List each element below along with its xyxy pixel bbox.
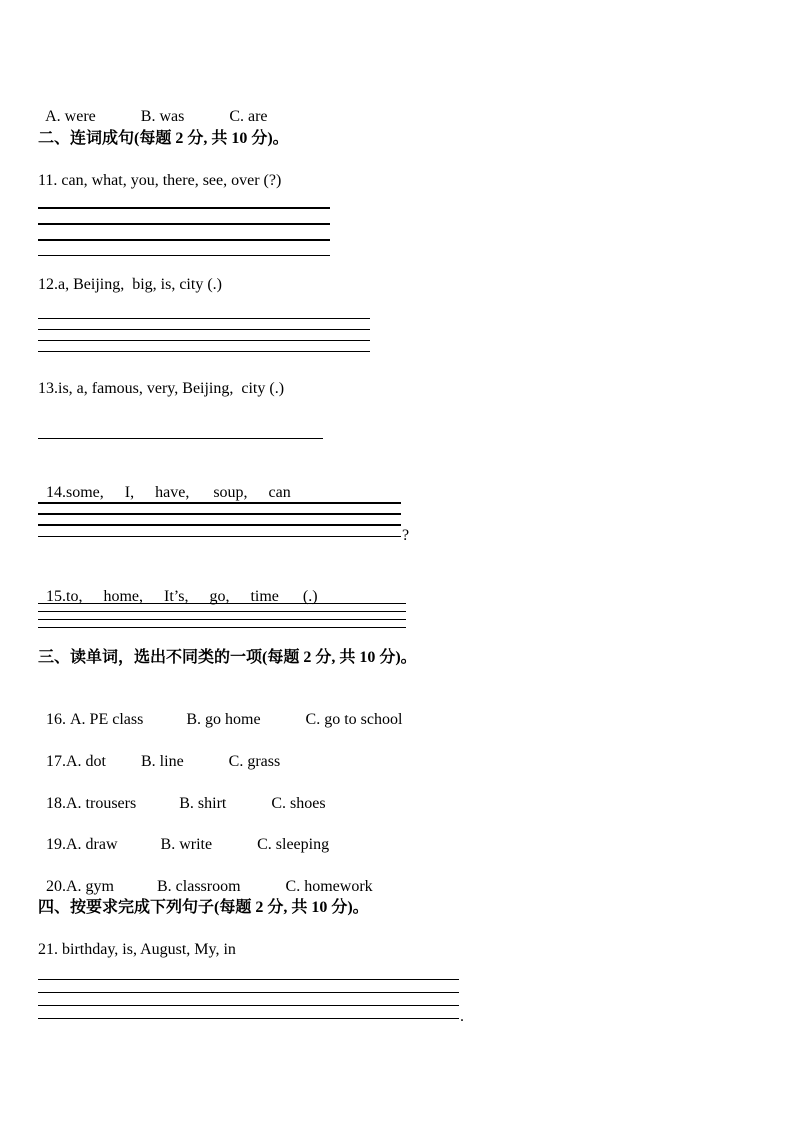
option-a: A. draw (66, 836, 118, 853)
answer-line (38, 207, 330, 209)
option-c: C. shoes (271, 795, 326, 812)
answer-line (38, 611, 406, 612)
question-number: 18. (46, 795, 66, 812)
option-b: B. classroom (157, 878, 241, 895)
q14-word: I, (124, 484, 135, 501)
section3-heading: 三、读单词，选出不同类的一项(每题 2 分, 共 10 分)。 (38, 649, 417, 666)
q10-option-a: A. were (45, 108, 96, 125)
q16-item (38, 690, 402, 730)
question-number: 20. (46, 878, 66, 895)
q17-item (38, 732, 280, 772)
q14-word: have, (155, 484, 190, 501)
answer-line (38, 603, 406, 604)
q15-prompt (38, 567, 318, 607)
q11-prompt: 11. can, what, you, there, see, over (?) (38, 172, 282, 189)
option-a: A. PE class (70, 711, 144, 728)
q12-prompt: 12.a, Beijing, big, is, city (.) (38, 276, 222, 293)
q14-word: soup, (213, 484, 248, 501)
q21-period: . (460, 1008, 464, 1025)
q10-options (38, 87, 268, 127)
answer-line (38, 351, 370, 352)
option-b: B. shirt (179, 795, 227, 812)
q15-word: (.) (302, 588, 318, 605)
answer-line (38, 992, 459, 993)
q19-item (38, 815, 329, 855)
option-c: C. sleeping (257, 836, 330, 853)
option-a: A. trousers (66, 795, 137, 812)
answer-line (38, 340, 370, 341)
q15-word: home, (103, 588, 143, 605)
q18-item (38, 774, 326, 814)
q10-option-c: C. are (229, 108, 268, 125)
answer-line (38, 1005, 459, 1006)
option-b: B. line (141, 753, 184, 770)
answer-line (38, 329, 370, 330)
q21-prompt: 21. birthday, is, August, My, in (38, 941, 236, 958)
question-number: 16. (46, 711, 66, 728)
answer-line (38, 223, 330, 225)
answer-line (38, 1018, 459, 1019)
option-b: B. go home (186, 711, 261, 728)
q14-word: can (268, 484, 291, 501)
q20-item (38, 857, 373, 897)
option-a: A. gym (66, 878, 114, 895)
q14-word: 14.some, (46, 484, 104, 501)
option-b: B. write (160, 836, 213, 853)
q13-prompt: 13.is, a, famous, very, Beijing, city (.) (38, 380, 285, 397)
answer-line (38, 513, 401, 515)
question-number: 19. (46, 836, 66, 853)
answer-line (38, 502, 401, 504)
answer-line (38, 255, 330, 256)
q10-option-b: B. was (140, 108, 185, 125)
answer-line (38, 619, 406, 620)
answer-line (38, 979, 459, 980)
answer-line (38, 524, 401, 526)
option-a: A. dot (66, 753, 106, 770)
answer-line (38, 318, 370, 319)
question-number: 17. (46, 753, 66, 770)
answer-line (38, 438, 323, 439)
option-c: C. go to school (305, 711, 403, 728)
answer-line (38, 239, 330, 241)
answer-line (38, 536, 401, 537)
q15-word: time (250, 588, 279, 605)
section4-heading: 四、按要求完成下列句子(每题 2 分, 共 10 分)。 (38, 899, 369, 916)
q15-word: It’s, (164, 588, 189, 605)
q15-word: 15.to, (46, 588, 83, 605)
q14-question-mark: ? (402, 527, 410, 544)
answer-line (38, 627, 406, 628)
q15-word: go, (209, 588, 230, 605)
q14-prompt (38, 463, 291, 503)
option-c: C. grass (228, 753, 281, 770)
option-c: C. homework (285, 878, 373, 895)
section2-heading: 二、连词成句(每题 2 分, 共 10 分)。 (38, 130, 289, 147)
